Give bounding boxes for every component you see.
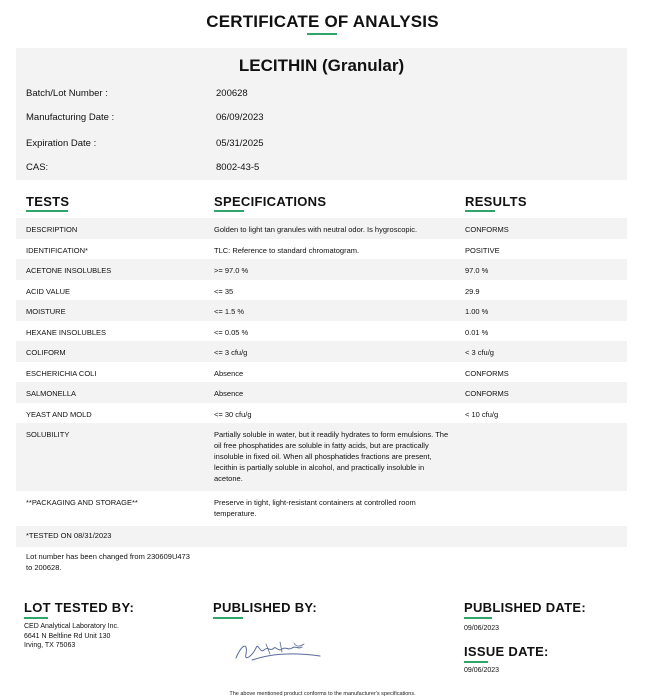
test-result: 29.9 xyxy=(465,287,480,296)
test-specification: Absence xyxy=(214,389,244,398)
test-name: SALMONELLA xyxy=(26,389,77,398)
cas-value: 8002-43-5 xyxy=(216,162,260,173)
issue-date-heading: ISSUE DATE: xyxy=(464,644,549,659)
test-name: YEAST AND MOLD xyxy=(26,410,92,419)
table-row xyxy=(16,259,627,280)
specifications-heading: SPECIFICATIONS xyxy=(214,194,327,209)
tests-heading-underline xyxy=(26,210,68,212)
test-result: POSITIVE xyxy=(465,246,500,255)
tested-on-note xyxy=(16,526,627,547)
test-name: SOLUBILITY xyxy=(26,430,70,439)
manufacturing-date-label: Manufacturing Date : xyxy=(26,112,115,123)
table-row xyxy=(16,491,627,526)
specifications-heading-underline xyxy=(214,210,244,212)
table-row xyxy=(16,321,627,341)
results-heading-underline xyxy=(465,210,495,212)
table-row xyxy=(16,423,627,491)
table-row xyxy=(16,300,627,321)
test-specification: <= 3 cfu/g xyxy=(214,348,248,357)
test-specification: Preserve in tight, light-resistant containers at controlled room temperature. xyxy=(214,498,416,518)
published-date-heading: PUBLISHED DATE: xyxy=(464,600,586,615)
issue-date-value: 09/06/2023 xyxy=(464,667,500,674)
test-specification: >= 97.0 % xyxy=(214,266,249,275)
table-row xyxy=(16,239,627,259)
test-name: ACETONE INSOLUBLES xyxy=(26,266,112,275)
test-specification: Partially soluble in water, but it readily hydrates to form emulsions. The oil free phosphatides are soluble in fatty acids, but are practically insoluble in fixed oil. When all phosphatides fractions are present, lecithin is partially soluble in alcohol, and practically insoluble in acetone. xyxy=(214,430,449,483)
lab-name: CED Analytical Laboratory Inc. xyxy=(24,623,119,630)
published-date-value: 09/06/2023 xyxy=(464,625,500,632)
test-result: CONFORMS xyxy=(465,369,509,378)
test-result: CONFORMS xyxy=(465,389,509,398)
lot-change-note: Lot number has been changed from 230609U473 to 200628. xyxy=(26,552,190,572)
product-info-panel xyxy=(16,48,627,180)
test-result: 1.00 % xyxy=(465,307,489,316)
test-name: IDENTIFICATION* xyxy=(26,246,88,255)
test-result: 0.01 % xyxy=(465,328,489,337)
test-name: COLIFORM xyxy=(26,348,66,357)
lab-address xyxy=(24,622,119,651)
signature-image xyxy=(230,632,330,668)
test-name: MOISTURE xyxy=(26,307,66,316)
expiration-date-value: 05/31/2025 xyxy=(216,138,264,149)
test-specification: <= 1.5 % xyxy=(214,307,245,316)
test-specification: Absence xyxy=(214,369,244,378)
lab-city: Irving, TX 75063 xyxy=(24,642,76,649)
results-heading: RESULTS xyxy=(465,194,527,209)
test-specification: <= 0.05 % xyxy=(214,328,249,337)
issue-date-underline xyxy=(464,661,488,663)
test-specification: Golden to light tan granules with neutral odor. Is hygroscopic. xyxy=(214,225,418,234)
conformance-disclaimer: The above mentioned product conforms to the manufacturer's specifications. xyxy=(229,691,416,697)
table-row xyxy=(16,382,627,403)
tests-table xyxy=(16,218,627,526)
lot-tested-by-underline xyxy=(24,617,48,619)
test-result: < 10 cfu/g xyxy=(465,410,499,419)
batch-lot-value: 200628 xyxy=(216,88,248,99)
test-specification: TLC: Reference to standard chromatogram. xyxy=(214,246,360,255)
published-date-underline xyxy=(464,617,492,619)
table-row xyxy=(16,341,627,362)
published-by-underline xyxy=(213,617,243,619)
test-name: **PACKAGING AND STORAGE** xyxy=(26,498,138,507)
test-name: ESCHERICHIA COLI xyxy=(26,369,97,378)
table-row xyxy=(16,280,627,300)
table-row xyxy=(16,403,627,423)
test-name: HEXANE INSOLUBLES xyxy=(26,328,107,337)
test-result: 97.0 % xyxy=(465,266,489,275)
expiration-date-label: Expiration Date : xyxy=(26,138,97,149)
product-name: LECITHIN (Granular) xyxy=(238,56,405,75)
table-row xyxy=(16,362,627,382)
document-title: CERTIFICATE OF ANALYSIS xyxy=(206,12,439,31)
test-name: DESCRIPTION xyxy=(26,225,78,234)
test-name: ACID VALUE xyxy=(26,287,71,296)
test-specification: <= 35 xyxy=(214,287,234,296)
tested-on-text: *TESTED ON 08/31/2023 xyxy=(26,531,112,540)
table-row xyxy=(16,218,627,239)
cas-label: CAS: xyxy=(26,162,49,173)
lab-street: 6641 N Beltline Rd Unit 130 xyxy=(24,632,111,640)
test-result: < 3 cfu/g xyxy=(465,348,494,357)
title-underline xyxy=(307,33,337,35)
manufacturing-date-value: 06/09/2023 xyxy=(216,112,264,123)
lot-tested-by-heading: LOT TESTED BY: xyxy=(24,600,135,615)
batch-lot-label: Batch/Lot Number : xyxy=(26,88,108,99)
published-by-heading: PUBLISHED BY: xyxy=(213,600,318,615)
tests-heading: TESTS xyxy=(26,194,70,209)
test-specification: <= 30 cfu/g xyxy=(214,410,252,419)
test-result: CONFORMS xyxy=(465,225,509,234)
